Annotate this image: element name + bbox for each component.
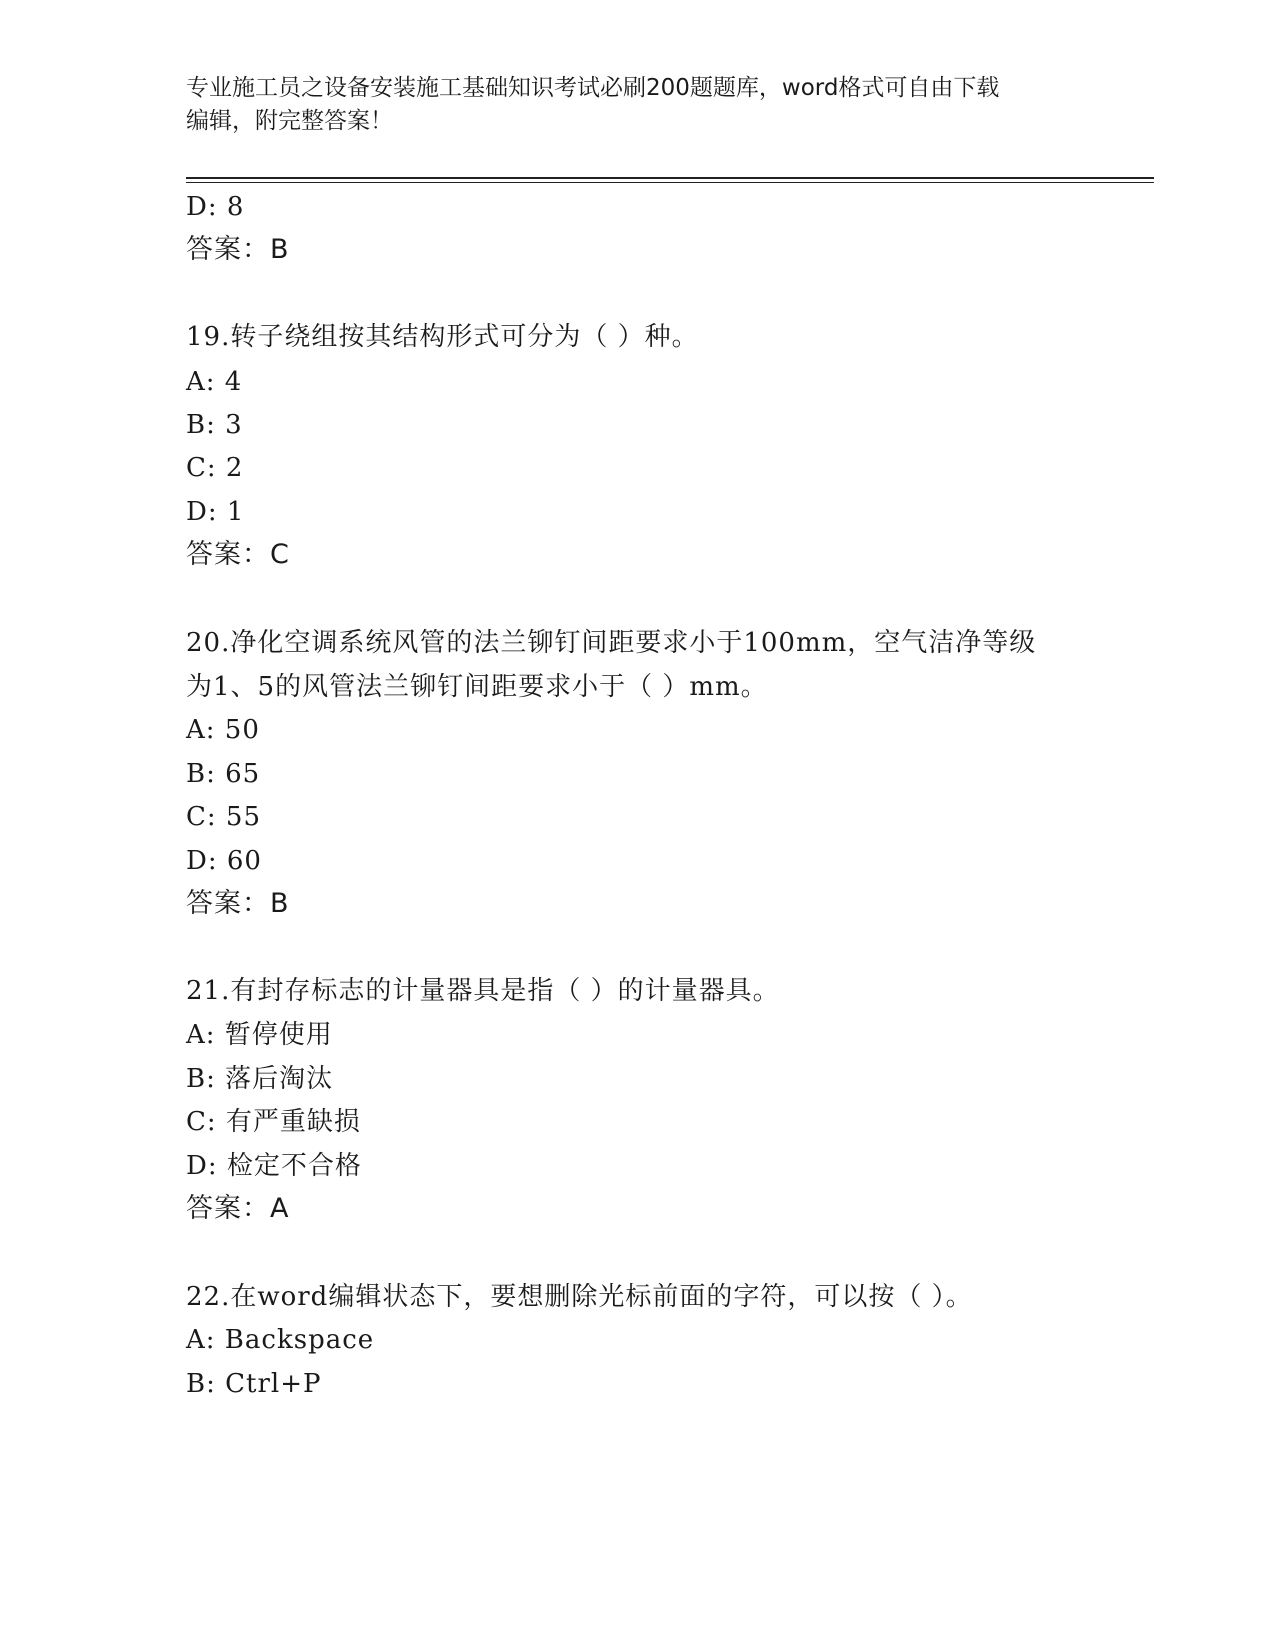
- question-stem-line-2: 为1、5的风管法兰铆钉间距要求小于（ ）mm。: [186, 672, 768, 702]
- header-divider-thin: [186, 182, 1154, 183]
- answer-label: 答案：A: [186, 1193, 290, 1224]
- question-stem: 22.在word编辑状态下，要想删除光标前面的字符，可以按（ ）。: [186, 1282, 973, 1312]
- option-a: A: Backspace: [186, 1325, 375, 1355]
- document-header: [186, 72, 1086, 138]
- header-line-1: 专业施工员之设备安装施工基础知识考试必刷200题题库，word格式可自由下载: [186, 75, 1000, 101]
- option-a: A: 50: [186, 715, 260, 745]
- option-c: C: 有严重缺损: [186, 1107, 361, 1137]
- option-d: D: 检定不合格: [186, 1151, 362, 1181]
- header-line-2: 编辑，附完整答案！: [186, 108, 393, 134]
- option-a: A: 暂停使用: [186, 1020, 333, 1050]
- option-b: B: 65: [186, 759, 261, 789]
- option-c: C: 2: [186, 453, 244, 483]
- question-stem-line-1: 20.净化空调系统风管的法兰铆钉间距要求小于100mm，空气洁净等级: [186, 628, 1037, 658]
- option-a: A: 4: [186, 367, 243, 397]
- option-c: C: 55: [186, 802, 262, 832]
- answer-label: 答案：B: [186, 234, 290, 265]
- question-stem: 21.有封存标志的计量器具是指（ ）的计量器具。: [186, 976, 780, 1006]
- option-d: D: 1: [186, 497, 245, 527]
- question-stem: 19.转子绕组按其结构形式可分为（ ）种。: [186, 322, 699, 352]
- option-b: B: 落后淘汰: [186, 1064, 334, 1094]
- option-b: B: Ctrl+P: [186, 1369, 322, 1399]
- option-d: D: 60: [186, 846, 262, 876]
- header-divider-thick: [186, 177, 1154, 179]
- answer-label: 答案：C: [186, 539, 290, 570]
- answer-label: 答案：B: [186, 888, 290, 919]
- option-d: D: 8: [186, 192, 245, 222]
- option-b: B: 3: [186, 410, 243, 440]
